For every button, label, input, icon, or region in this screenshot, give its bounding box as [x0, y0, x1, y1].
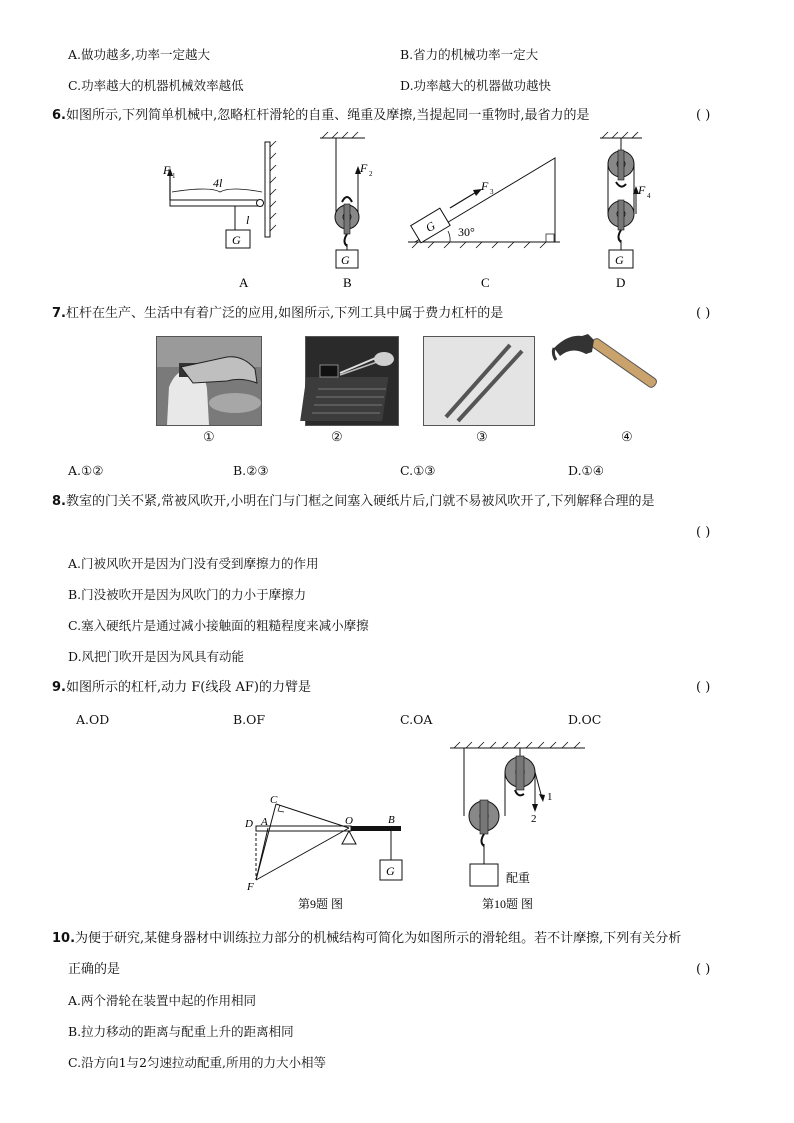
q10-text-line2: 正确的是	[68, 962, 121, 977]
q6-text: 如图所示,下列简单机械中,忽略杠杆滑轮的自重、绳重及摩擦,当提起同一重物时,最省力的是	[65, 108, 590, 123]
q9-number: 9.	[52, 680, 66, 695]
q10-stem-line1	[52, 931, 681, 947]
q9-figure	[236, 788, 416, 916]
q8-stem	[52, 494, 655, 510]
q9-stem	[52, 680, 311, 696]
q5-option-b: B.省力的机械功率一定大	[400, 47, 539, 62]
q10-dir-2-label: 2	[531, 813, 537, 825]
q9-g-label: G	[386, 864, 395, 878]
q9-option-b: B.OF	[233, 712, 266, 727]
photo-label-3: ③	[476, 430, 488, 445]
q10-figure	[440, 740, 600, 916]
g-label-d: G	[615, 253, 624, 267]
q7-stem	[52, 306, 503, 322]
photo-label-2: ②	[331, 430, 343, 445]
q9-text: 如图所示的杠杆,动力 F(线段 AF)的力臂是	[65, 680, 311, 695]
g-label-b: G	[341, 253, 350, 267]
q7-number: 7.	[52, 306, 66, 321]
q6-figure	[150, 132, 650, 297]
f2-sub: 2	[369, 170, 373, 178]
q9-caption: 第9题 图	[298, 897, 344, 911]
q10-text-line1: 为便于研究,某健身器材中训练拉力部分的机械结构可简化为如图所示的滑轮组。若不计摩擦,下列有关分析	[75, 931, 682, 946]
f3-sub: 3	[490, 188, 494, 196]
chopsticks-photo	[423, 336, 535, 426]
q5-option-d: D.功率越大的机器做功越快	[400, 78, 552, 93]
q7-option-c: C.①③	[400, 463, 436, 478]
q8-answer-paren: ( )	[696, 525, 711, 540]
q10-counterweight-label: 配重	[506, 871, 531, 885]
q9-o-label: O	[345, 815, 353, 827]
q6-stem	[52, 108, 590, 124]
q9-a-label: A	[261, 816, 268, 828]
q9-option-c: C.OA	[400, 712, 433, 727]
q6-label-a: A	[239, 275, 249, 290]
g-label-c: G	[423, 218, 438, 235]
q8-option-a: A.门被风吹开是因为门没有受到摩擦力的作用	[68, 556, 319, 571]
q10-option-b: B.拉力移动的距离与配重上升的距离相同	[68, 1024, 294, 1039]
f4-sub: 4	[647, 192, 651, 200]
q9-c-label: C	[270, 794, 278, 806]
len-l: l	[246, 213, 250, 227]
q6-fig-d	[600, 132, 651, 290]
q8-option-b: B.门没被吹开是因为风吹门的力小于摩擦力	[68, 587, 307, 602]
q9-f-label: F	[247, 881, 254, 893]
len-4l: 4l	[213, 176, 223, 190]
f3-label: F	[481, 179, 489, 193]
q6-number: 6.	[52, 108, 66, 123]
q10-answer-paren: ( )	[696, 962, 711, 977]
photo-label-4: ④	[621, 430, 633, 445]
q8-number: 8.	[52, 494, 66, 509]
q6-label-d: D	[616, 275, 626, 290]
q10-caption: 第10题 图	[482, 897, 534, 911]
q9-option-d: D.OC	[568, 712, 602, 727]
photo-label-1: ①	[203, 430, 215, 445]
q9-option-a: A.OD	[76, 712, 110, 727]
q10-option-a: A.两个滑轮在装置中起的作用相同	[68, 993, 257, 1008]
q9-b-label: B	[388, 814, 395, 826]
q9-d-label: D	[245, 818, 253, 830]
q10-dir-1-label: 1	[547, 791, 553, 803]
q6-fig-b	[320, 132, 373, 290]
q7-text: 杠杆在生产、生活中有着广泛的应用,如图所示,下列工具中属于费力杠杆的是	[65, 306, 504, 321]
q7-answer-paren: ( )	[696, 306, 711, 321]
q8-option-d: D.风把门吹开是因为风具有动能	[68, 649, 245, 664]
q10-number: 10.	[52, 931, 76, 946]
q6-fig-c	[408, 158, 560, 290]
f2-label: F	[360, 161, 368, 175]
angle-label: 30°	[458, 225, 475, 239]
f1-label: F	[163, 163, 171, 177]
f4-label: F	[638, 183, 646, 197]
hammer-photo	[548, 330, 668, 430]
q8-option-c: C.塞入硬纸片是通过减小接触面的粗糙程度来减小摩擦	[68, 618, 369, 633]
q9-answer-paren: ( )	[696, 680, 711, 695]
q7-option-b: B.②③	[233, 463, 269, 478]
q6-answer-paren: ( )	[696, 108, 711, 123]
tweezers-photo	[305, 336, 399, 426]
f1-sub: 1	[172, 172, 176, 180]
q6-fig-a	[162, 141, 276, 290]
g-label-a: G	[232, 233, 241, 247]
q6-label-c: C	[481, 275, 490, 290]
q10-option-c: C.沿方向1与2匀速拉动配重,所用的力大小相等	[68, 1055, 326, 1070]
q8-text: 教室的门关不紧,常被风吹开,小明在门与门框之间塞入硬纸片后,门就不易被风吹开了,下列解释合理的是	[65, 494, 655, 509]
q6-label-b: B	[343, 275, 352, 290]
q5-option-c: C.功率越大的机器机械效率越低	[68, 78, 244, 93]
q5-option-a: A.做功越多,功率一定越大	[68, 47, 210, 62]
bottle-opener-photo	[156, 336, 262, 426]
q7-option-a: A.①②	[68, 463, 104, 478]
q7-option-d: D.①④	[568, 463, 604, 478]
